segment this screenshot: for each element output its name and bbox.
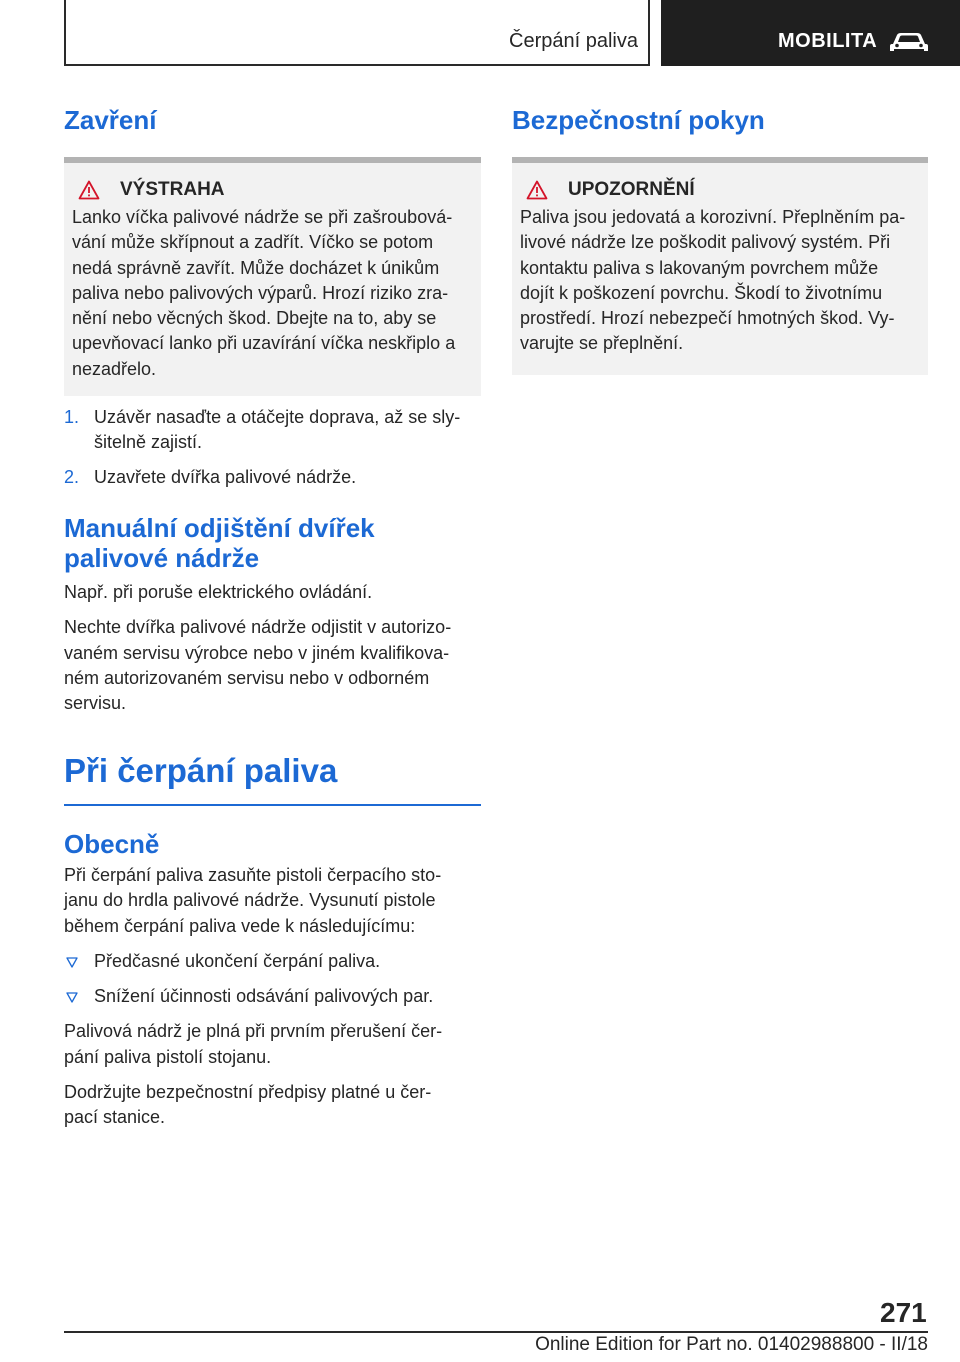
heading-underline: [64, 804, 481, 806]
step-line: šitelně zajistí.: [94, 432, 203, 453]
tank-full-paragraph: [64, 1019, 481, 1070]
paragraph-line: pání paliva pistolí stojanu.: [64, 1046, 272, 1067]
paragraph-line: během čerpání paliva vede k následujícímu:: [64, 915, 416, 936]
warning-line: nezadřelo.: [72, 358, 157, 379]
warning-text: [72, 205, 473, 382]
warning-box: [64, 163, 481, 396]
bullet-item: [64, 984, 481, 1009]
warning-line: nedá správně zavřít. Může docházet k únikům: [72, 257, 440, 278]
notice-box: [512, 163, 928, 375]
bullet-text: Předčasné ukončení čerpání paliva.: [94, 950, 381, 971]
paragraph-line: servisu.: [64, 693, 127, 714]
step-line: Uzavřete dvířka palivové nádrže.: [94, 466, 357, 487]
warning-title-row: [72, 179, 473, 201]
bullet-text: Snížení účinnosti odsávání palivových par.: [94, 986, 434, 1007]
heading-manual-unlock: [64, 513, 481, 573]
paragraph-line: Nechte dvířka palivové nádrže odjistit v autorizo‐: [64, 617, 452, 638]
bullet-triangle-icon: [66, 957, 78, 968]
paragraph-line: janu do hrdla palivové nádrže. Vysunutí pistole: [64, 890, 436, 911]
warning-line: paliva nebo palivových výparů. Hrozí riziko zra‐: [72, 282, 449, 303]
notice-line: varujte se přeplnění.: [520, 333, 684, 354]
notice-text: [520, 205, 920, 357]
step-item: [64, 465, 481, 490]
warning-line: nění nebo věcných škod. Dbejte na to, aby se: [72, 308, 437, 329]
notice-line: prostředí. Hrozí nebezpečí hmotných škod. Vy‐: [520, 308, 895, 329]
notice-line: dojít k poškození povrchu. Škodí to životnímu: [520, 282, 883, 303]
right-column: [512, 98, 928, 375]
heading-line: palivové nádrže: [64, 542, 260, 573]
warning-triangle-icon: [526, 180, 548, 200]
paragraph-line: Dodržujte bezpečnostní předpisy platné u čer‐: [64, 1082, 432, 1103]
footer-rule: [64, 1331, 928, 1333]
warning-title: VÝSTRAHA: [120, 179, 225, 200]
heading-line: Manuální odjištění dvířek: [64, 512, 375, 543]
header-section-title: Čerpání paliva: [509, 30, 638, 52]
safety-rules-paragraph: [64, 1080, 481, 1131]
footer-edition: Online Edition for Part no. 01402988800 - II/18: [535, 1334, 928, 1355]
bullet-item: [64, 949, 481, 974]
notice-line: livové nádrže lze poškodit palivový systém. Při: [520, 232, 891, 253]
heading-obecne: Obecně: [64, 828, 160, 859]
step-item: [64, 405, 481, 456]
paragraph-line: ném autorizovaném servisu nebo v odborném: [64, 667, 430, 688]
step-number: 1.: [64, 407, 80, 428]
step-number: 2.: [64, 466, 80, 487]
warning-line: vání může skřípnout a zadřít. Víčko se potom: [72, 232, 434, 253]
paragraph-line: Při čerpání paliva zasuňte pistoli čerpacího sto‐: [64, 864, 442, 885]
notice-title: UPOZORNĚNÍ: [568, 179, 695, 200]
header-tab-mobilita: [661, 0, 960, 66]
warning-line: upevňovací lanko při uzavírání víčka neskřiplo a: [72, 333, 456, 354]
notice-line: Paliva jsou jedovatá a korozivní. Přeplněním pa‐: [520, 207, 906, 227]
heading-pri-cerpani: Při čerpání paliva: [64, 752, 338, 790]
page-number: 271: [880, 1297, 927, 1328]
notice-title-row: [520, 179, 920, 201]
paragraph-line: Palivová nádrž je plná při prvním přerušení čer‐: [64, 1021, 443, 1042]
manual-paragraph-1: Např. při poruše elektrického ovládání.: [64, 581, 373, 602]
car-icon: [889, 30, 929, 54]
bullet-triangle-icon: [66, 992, 78, 1003]
heading-zavreni: Zavření: [64, 105, 157, 135]
step-line: Uzávěr nasaďte a otáčejte doprava, až se sly‐: [94, 407, 461, 428]
header-tab-label: MOBILITA: [778, 30, 878, 52]
paragraph-line: vaném servisu výrobce nebo v jiném kvalifikova‐: [64, 642, 450, 663]
page-header: [0, 0, 960, 66]
warning-line: Lanko víčka palivové nádrže se při zašroubová‐: [72, 207, 453, 227]
warning-triangle-icon: [78, 180, 100, 200]
manual-paragraph-2: [64, 615, 481, 716]
notice-line: kontaktu paliva s lakovaným povrchem může: [520, 257, 879, 278]
paragraph-line: pací stanice.: [64, 1107, 166, 1128]
left-column: [64, 98, 481, 1131]
intro-paragraph: [64, 863, 481, 939]
heading-bezpecnostni-pokyn: Bezpečnostní pokyn: [512, 105, 765, 135]
